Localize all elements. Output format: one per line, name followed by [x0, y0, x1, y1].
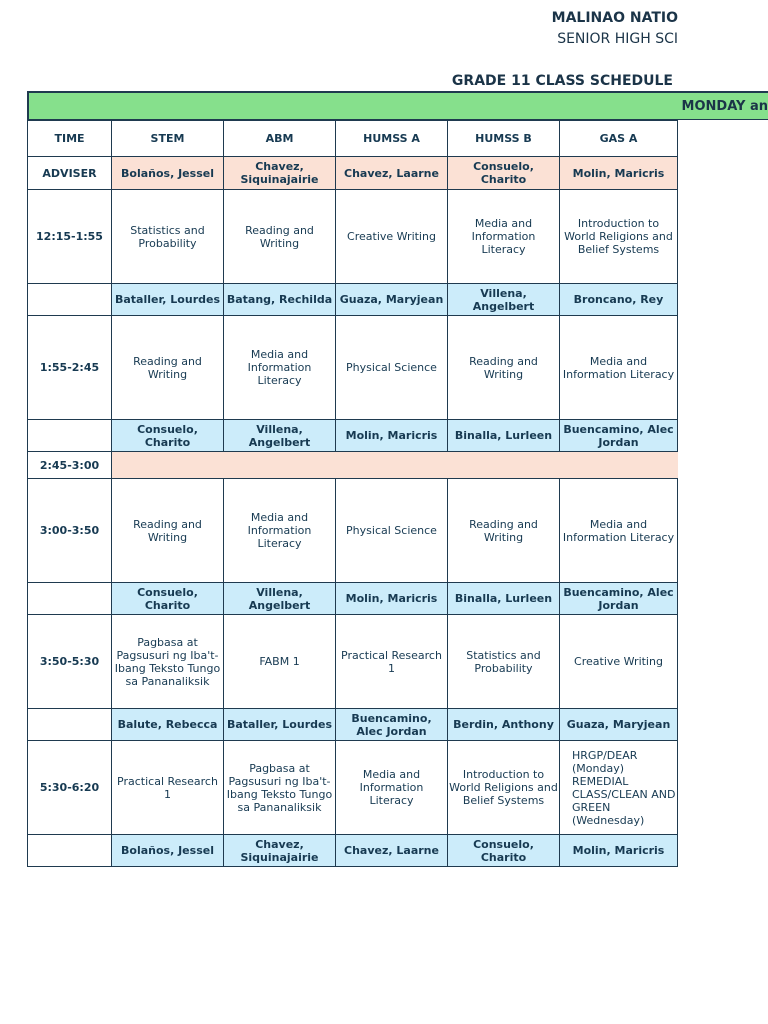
adviser-gas-a: Molin, Maricris [560, 157, 678, 190]
subject-cell: Introduction to World Religions and Belief Systems [560, 190, 678, 284]
subject-cell: Reading and Writing [448, 316, 560, 420]
adviser-humss-a: Chavez, Laarne [336, 157, 448, 190]
adviser-humss-b: Consuelo, Charito [448, 157, 560, 190]
teacher-row [28, 835, 678, 867]
teacher-cell: Consuelo, Charito [448, 835, 560, 867]
subject-cell: Reading and Writing [224, 190, 336, 284]
teacher-cell: Villena, Angelbert [224, 420, 336, 452]
subject-cell: FABM 1 [224, 615, 336, 709]
subject-cell: Physical Science [336, 316, 448, 420]
empty-cell [28, 835, 112, 867]
subject-row [28, 741, 678, 835]
subject-cell: Media and Information Literacy [224, 316, 336, 420]
column-header-humss-a: HUMSS A [336, 121, 448, 157]
adviser-row [28, 157, 678, 190]
teacher-row [28, 284, 678, 316]
time-slot: 1:55-2:45 [28, 316, 112, 420]
school-name: MALINAO NATIO [551, 10, 678, 26]
teacher-cell: Bolaños, Jessel [112, 835, 224, 867]
column-header-stem: STEM [112, 121, 224, 157]
teacher-cell: Guaza, Maryjean [336, 284, 448, 316]
subject-cell: Practical Research 1 [336, 615, 448, 709]
teacher-cell: Broncano, Rey [560, 284, 678, 316]
teacher-cell: Buencamino, Alec Jordan [560, 583, 678, 615]
subject-cell: Practical Research 1 [112, 741, 224, 835]
adviser-label: ADVISER [28, 157, 112, 190]
time-slot: 3:00-3:50 [28, 479, 112, 583]
teacher-cell: Molin, Maricris [336, 420, 448, 452]
empty-cell [28, 709, 112, 741]
teacher-cell: Consuelo, Charito [112, 583, 224, 615]
subject-cell: Pagbasa at Pagsusuri ng Iba't-Ibang Teksto Tungo sa Pananaliksik [112, 615, 224, 709]
subject-cell: Reading and Writing [112, 479, 224, 583]
subject-cell: Reading and Writing [448, 479, 560, 583]
break-band [112, 452, 678, 479]
empty-cell [28, 284, 112, 316]
subject-cell: Media and Information Literacy [224, 479, 336, 583]
column-header-humss-b: HUMSS B [448, 121, 560, 157]
subject-cell: Physical Science [336, 479, 448, 583]
teacher-cell: Consuelo, Charito [112, 420, 224, 452]
subject-cell: Statistics and Probability [112, 190, 224, 284]
subject-cell: HRGP/DEAR (Monday) REMEDIAL CLASS/CLEAN AND GREEN (Wednesday) [560, 741, 678, 835]
schedule-title: GRADE 11 CLASS SCHEDULE [451, 73, 673, 89]
teacher-cell: Berdin, Anthony [448, 709, 560, 741]
subject-row [28, 615, 678, 709]
break-row [28, 452, 678, 479]
subject-row [28, 479, 678, 583]
teacher-row [28, 420, 678, 452]
subject-cell: Creative Writing [560, 615, 678, 709]
day-banner [27, 91, 768, 120]
teacher-cell: Molin, Maricris [336, 583, 448, 615]
column-header-gas-a: GAS A [560, 121, 678, 157]
adviser-stem: Bolaños, Jessel [112, 157, 224, 190]
school-subtitle: SENIOR HIGH SCI [557, 31, 678, 47]
teacher-row [28, 709, 678, 741]
column-header-abm: ABM [224, 121, 336, 157]
column-header-time: TIME [28, 121, 112, 157]
teacher-cell: Buencamino, Alec Jordan [336, 709, 448, 741]
teacher-cell: Chavez, Laarne [336, 835, 448, 867]
teacher-cell: Guaza, Maryjean [560, 709, 678, 741]
subject-cell: Media and Information Literacy [560, 479, 678, 583]
adviser-abm: Chavez, Siquinajairie [224, 157, 336, 190]
schedule-table [27, 120, 678, 867]
subject-cell: Statistics and Probability [448, 615, 560, 709]
teacher-cell: Buencamino, Alec Jordan [560, 420, 678, 452]
day-label: MONDAY an [681, 99, 768, 114]
teacher-cell: Batang, Rechilda [224, 284, 336, 316]
time-slot: 3:50-5:30 [28, 615, 112, 709]
subject-row [28, 190, 678, 284]
header-row [28, 121, 678, 157]
time-slot: 12:15-1:55 [28, 190, 112, 284]
teacher-cell: Chavez, Siquinajairie [224, 835, 336, 867]
teacher-row [28, 583, 678, 615]
teacher-cell: Binalla, Lurleen [448, 583, 560, 615]
teacher-cell: Binalla, Lurleen [448, 420, 560, 452]
time-slot: 5:30-6:20 [28, 741, 112, 835]
empty-cell [28, 583, 112, 615]
subject-cell: Pagbasa at Pagsusuri ng Iba't-Ibang Teksto Tungo sa Pananaliksik [224, 741, 336, 835]
teacher-cell: Villena, Angelbert [448, 284, 560, 316]
break-time: 2:45-3:00 [28, 452, 112, 479]
teacher-cell: Balute, Rebecca [112, 709, 224, 741]
teacher-cell: Villena, Angelbert [224, 583, 336, 615]
subject-cell: Media and Information Literacy [448, 190, 560, 284]
subject-cell: Creative Writing [336, 190, 448, 284]
teacher-cell: Bataller, Lourdes [224, 709, 336, 741]
subject-cell: Media and Information Literacy [560, 316, 678, 420]
subject-cell: Media and Information Literacy [336, 741, 448, 835]
empty-cell [28, 420, 112, 452]
subject-row [28, 316, 678, 420]
teacher-cell: Molin, Maricris [560, 835, 678, 867]
teacher-cell: Bataller, Lourdes [112, 284, 224, 316]
subject-cell: Introduction to World Religions and Belief Systems [448, 741, 560, 835]
subject-cell: Reading and Writing [112, 316, 224, 420]
